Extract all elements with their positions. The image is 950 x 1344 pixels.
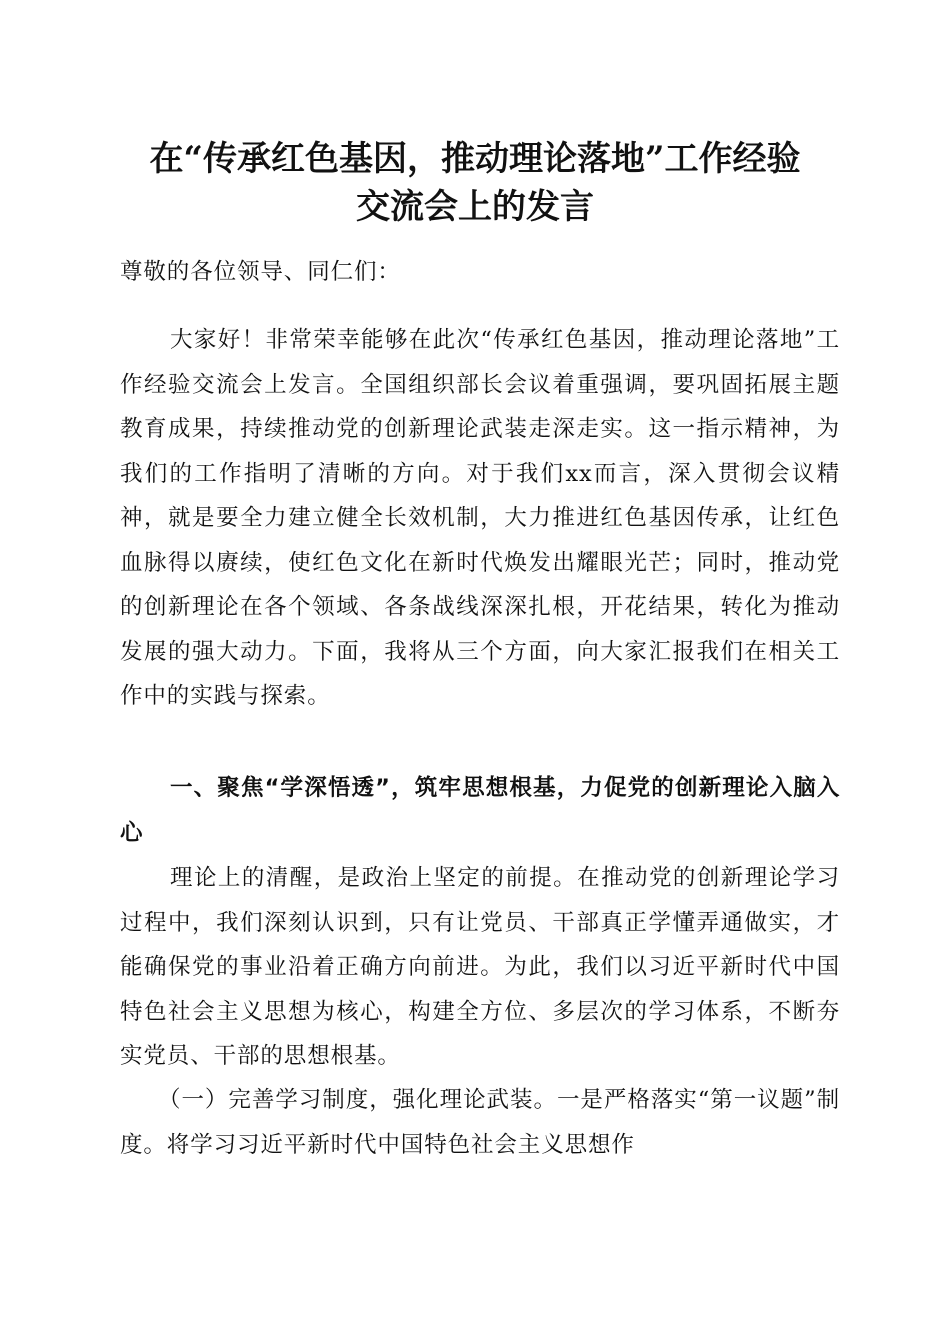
paragraph-subsection-1: （一）完善学习制度，强化理论武装。一是严格落实“第一议题”制度。将学习习近平新时代中国特色社会主义思想作 bbox=[120, 1087, 840, 1158]
section-heading-1: 一、聚焦“学深悟透”，筑牢思想根基，力促党的创新理论入脑入心 bbox=[120, 775, 840, 846]
paragraph-section-1: 理论上的清醒，是政治上坚定的前提。在推动党的创新理论学习过程中，我们深刻认识到，只有让党员、干部真正学懂弄通做实，才能确保党的事业沿着正确方向前进。为此，我们以习近平新时代中国特色社会主义思想为核心，构建全方位、多层次的学习体系，不断夯实党员、干部的思想根基。 bbox=[120, 865, 840, 1069]
salutation: 尊敬的各位领导、同仁们： bbox=[120, 259, 401, 285]
document-title-line-2: 交流会上的发言 bbox=[356, 187, 594, 227]
document-title-line-1: 在“传承红色基因，推动理论落地”工作经验 bbox=[149, 139, 801, 179]
paragraph-intro: 大家好！非常荣幸能够在此次“传承红色基因，推动理论落地”工作经验交流会上发言。全国组织部长会议着重强调，要巩固拓展主题教育成果，持续推动党的创新理论武装走深走实。这一指示精神，为我们的工作指明了清晰的方向。对于我们xx而言，深入贯彻会议精神，就是要全力建立健全长效机制，大力推进红色基因传承，让红色血脉得以赓续，使红色文化在新时代焕发出耀眼光芒；同时，推动党的创新理论在各个领域、各条战线深深扎根，开花结果，转化为推动发展的强大动力。下面，我将从三个方面，向大家汇报我们在相关工作中的实践与探索。 bbox=[120, 327, 840, 709]
